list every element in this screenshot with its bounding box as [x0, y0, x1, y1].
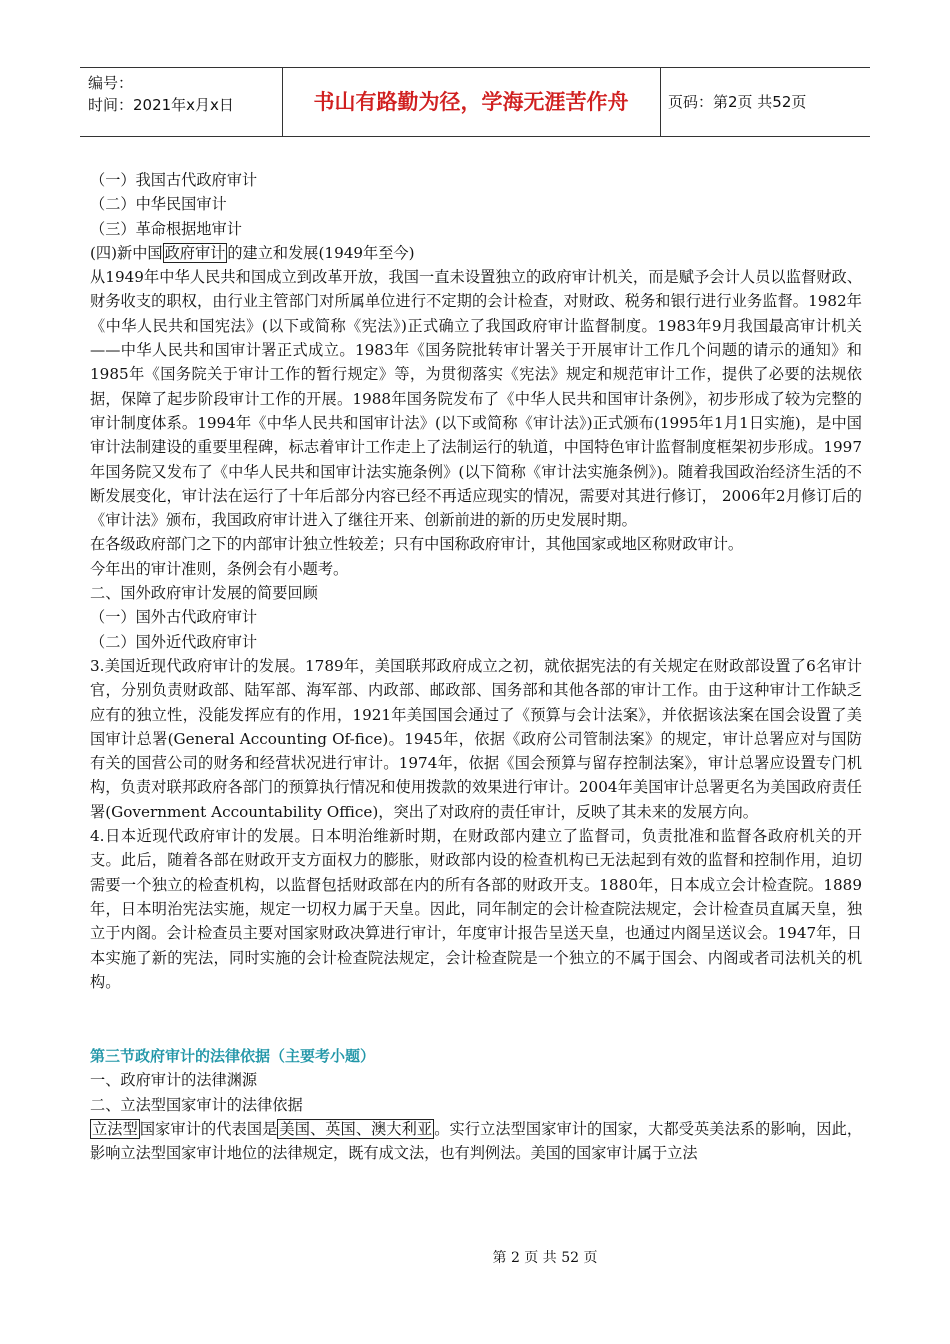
header-meta	[88, 72, 234, 116]
heading-new-china-prefix: (四)新中国	[90, 243, 163, 262]
header-motto: 书山有路勤为径，学海无涯苦作舟	[313, 90, 629, 114]
page-header	[80, 67, 870, 137]
document-date-label: 时间：2021年x月x日	[88, 96, 234, 114]
paragraph-new-china: 从1949年中华人民共和国成立到改革开放，我国一直未设置独立的政府审计机关，而是赋予会计人员以监督财政、财务收支的职权，由行业主管部门对所属单位进行不定期的会计检查，对财政、税务和银行进行业务监督。1982年《中华人民共和国宪法》(以下或简称《宪法》)正式确立了我国政府审计监督制度。1983年9月我国最高审计机关——中华人民共和国审计署正式成立。1983年《国务院批转审计署关于开展审计工作几个问题的请示的通知》和1985年《国务院关于审计工作的暂行规定》等，为贯彻落实《宪法》规定和规范审计工作，提供了必要的法规依据，保障了起步阶段审计工作的开展。1988年国务院发布了《中华人民共和国审计条例》，初步形成了较为完整的审计制度体系。1994年《中华人民共和国审计法》(以下或简称《审计法》)正式颁布(1995年1月1日实施)，是中国审计法制建设的重要里程碑，标志着审计工作走上了法制运行的轨道，中国特色审计监督制度框架初步形成。1997年国务院又发布了《中华人民共和国审计法实施条例》(以下简称《审计法实施条例》)。随着我国政治经济生活的不断发展变化，审计法在运行了十年后部分内容已经不再适应现实的情况，需要对其进行修订， 2006年2月修订后的《审计法》颁布，我国政府审计进入了继往开来、创新前进的新的历史发展时期。	[90, 268, 862, 530]
paragraph-japan: 4.日本近现代政府审计的发展。日本明治维新时期，在财政部内建立了监督司，负责批准和监督各政府机关的开支。此后，随着各部在财政开支方面权力的膨胀，财政部内设的检查机构已无法起到有效的监督和控制作用，迫切需要一个独立的检查机构，以监督包括财政部在内的所有各部的财政开支。1880年，日本成立会计检查院。1889年，日本明治宪法实施，规定一切权力属于天皇。因此，同年制定的会计检查院法规定，会计检查员直属天皇，独立于内阁。会计检查员主要对国家财政决算进行审计，年度审计报告呈送天皇，也通过内阁呈送议会。1947年，日本实施了新的宪法，同时实施的会计检查院法规定，会计检查院是一个独立的不属于国会、内阁或者司法机关的机构。	[90, 827, 862, 991]
heading-foreign-ancient: （一）国外古代政府审计	[90, 608, 258, 627]
header-page-number: 页码：第2页 共52页	[668, 93, 807, 111]
header-divider-right	[660, 68, 661, 136]
heading-new-china-suffix: 的建立和发展(1949年至今)	[227, 243, 415, 262]
legislative-rest-text: 。实行立法型国家审计的国家，大都受英美法系的影响，因此，影响立法型国家审计地位的法律规定，既有成文法，也有判例法。美国的国家审计属于立法	[90, 1119, 863, 1163]
section-gap	[90, 994, 862, 1044]
paragraph-usa: 3.美国近现代政府审计的发展。1789年，美国联邦政府成立之初，就依据宪法的有关规定在财政部设置了6名审计官，分别负责财政部、陆军部、海军部、内政部、邮政部、国务部和其他各部的审计工作。由于这种审计工作缺乏应有的独立性，没能发挥应有的作用，1921年美国国会通过了《预算与会计法案》，并依据该法案在国会设置了美国审计总署(General Accounting Of-fice)。1945年，依据《政府公司管制法案》的规定，审计总署应对与国防有关的国营公司的财务和经营状况进行审计。1974年，依据《国会预算与留存控制法案》，审计总署应设置专门机构，负责对联邦政府各部门的预算执行情况和使用拨款的效果进行审计。2004年美国审计总署更名为美国政府责任署(Government Accountability Office)，突出了对政府的责任审计，反映了其未来的发展方向。	[90, 656, 862, 821]
heading-foreign-modern: （二）国外近代政府审计	[90, 632, 258, 651]
heading-minguo-audit: （二）中华民国审计	[90, 195, 227, 214]
section-title-legal-basis: 第三节政府审计的法律依据（主要考小题）	[90, 1047, 376, 1066]
paragraph-note-independence: 在各级政府部门之下的内部审计独立性较差；只有中国称政府审计，其他国家或地区称财政审计。	[90, 535, 744, 554]
paragraph-legislative	[90, 1117, 862, 1166]
heading-legislative-audit: 二、立法型国家审计的法律依据	[90, 1095, 303, 1114]
heading-new-china-audit	[90, 241, 862, 265]
boxed-term-government-audit: 政府审计	[164, 243, 226, 262]
boxed-term-countries: 美国、英国、澳大利亚	[279, 1119, 433, 1138]
legislative-mid-text: 国家审计的代表国是	[139, 1119, 278, 1138]
paragraph-note-exam: 今年出的审计准则，条例会有小题考。	[90, 559, 349, 578]
boxed-term-legislative: 立法型	[92, 1119, 138, 1138]
document-number-label: 编号：	[88, 74, 134, 92]
heading-revolution-audit: （三）革命根据地审计	[90, 219, 242, 238]
heading-legal-source: 一、政府审计的法律渊源	[90, 1071, 258, 1090]
heading-ancient-audit: （一）我国古代政府审计	[90, 171, 258, 189]
page-footer: 第 2 页 共 52 页	[492, 1250, 598, 1266]
document-body	[90, 168, 862, 1166]
heading-foreign-audit: 二、国外政府审计发展的简要回顾	[90, 584, 318, 603]
